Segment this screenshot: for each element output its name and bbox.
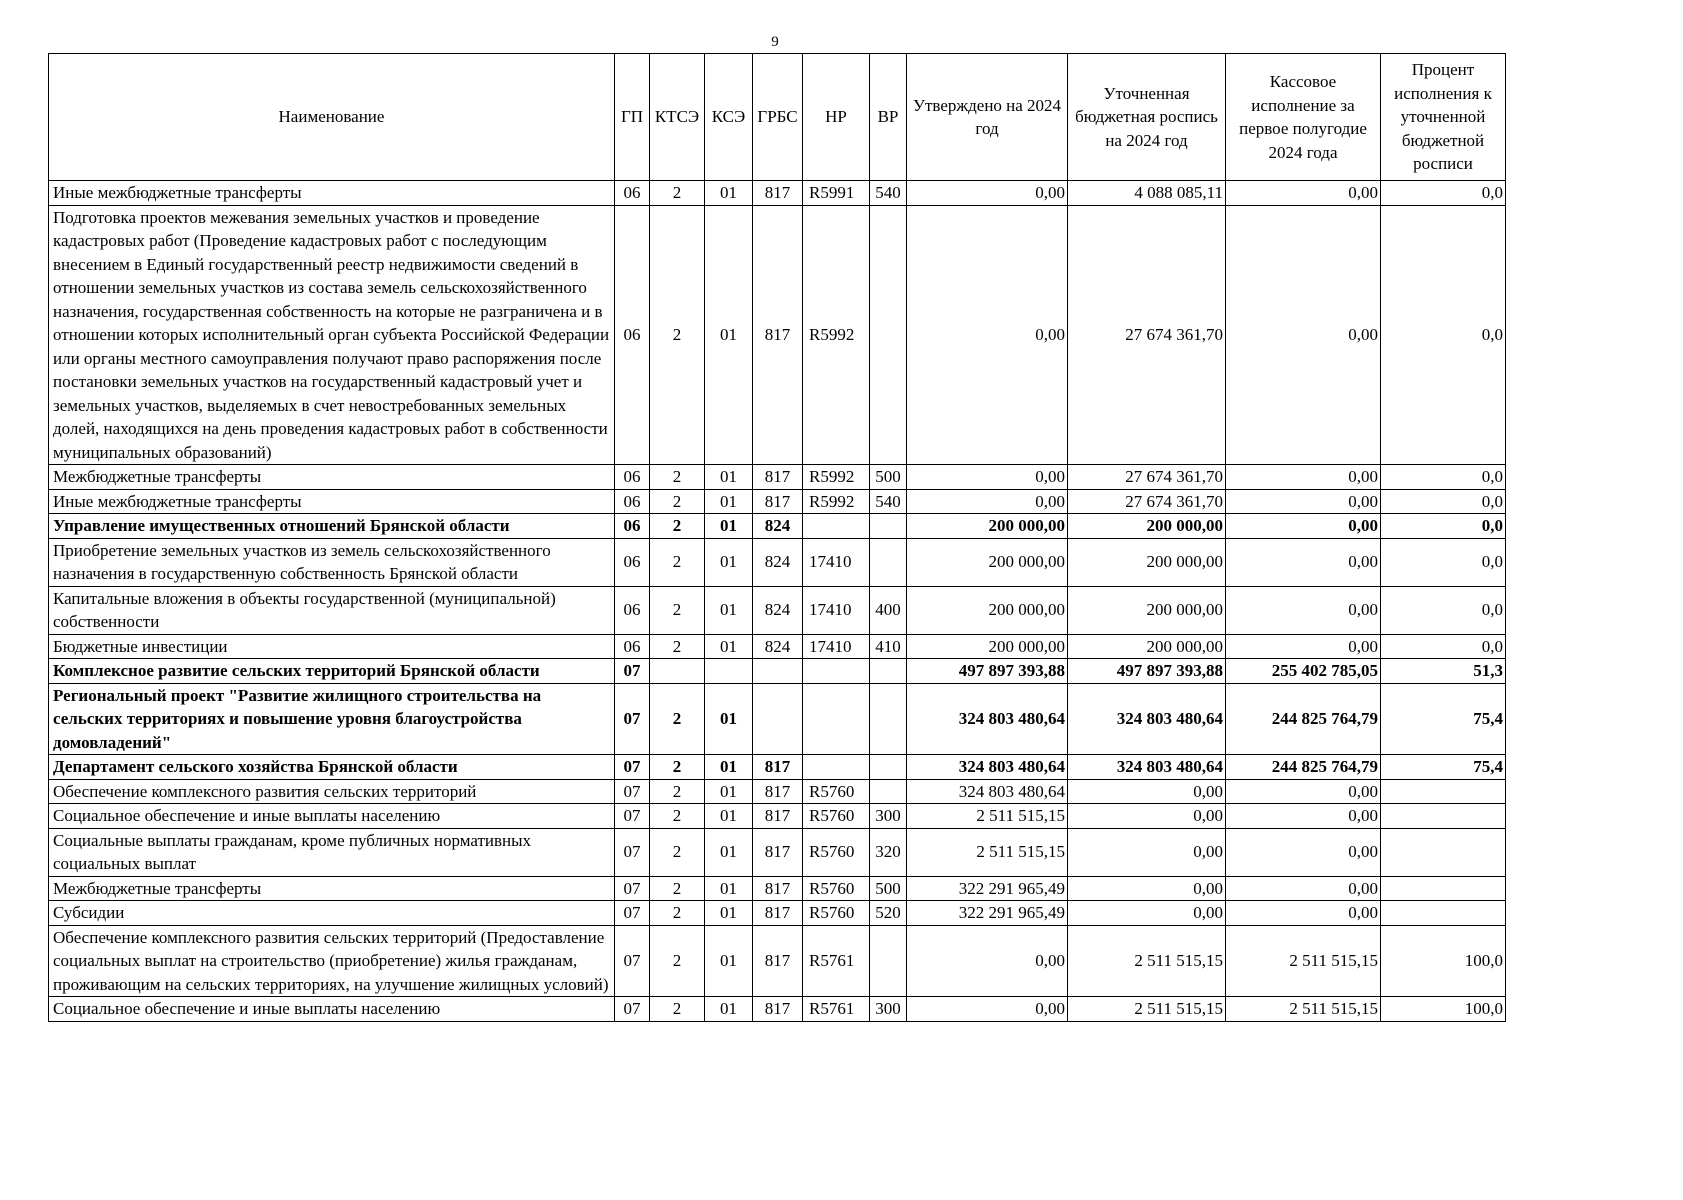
cell-nr: R5992 (803, 465, 870, 490)
table-row (49, 514, 1506, 539)
table-row (49, 779, 1506, 804)
cell-approved: 0,00 (907, 489, 1068, 514)
cell-approved: 2 511 515,15 (907, 804, 1068, 829)
cell-percent: 75,4 (1381, 683, 1506, 755)
cell-grbs: 817 (753, 925, 803, 997)
cell-gp: 06 (615, 634, 650, 659)
cell-ktse: 2 (650, 205, 705, 465)
cell-vr: 500 (870, 465, 907, 490)
cell-percent: 51,3 (1381, 659, 1506, 684)
cell-name: Подготовка проектов межевания земельных участков и проведение кадастровых работ (Проведение кадастровых работ с последующим внесением в Единый государственный реестр недвижимости сведений в отношении земельных участков из состава земель сельскохозяйственного назначения, государственная собственность на которые не разграничена и в отношении которых исполнительный орган субъекта Российской Федерации или органы местного самоуправления получают право распоряжения после постановки земельных участков на государственный кадастровый учет и земельных участков, выделяемых в счет невостребованных земельных долей, находящихся на день проведения кадастровых работ в собственности муниципальных образований) (49, 205, 615, 465)
table-row (49, 804, 1506, 829)
cell-name: Приобретение земельных участков из земель сельскохозяйственного назначения в государственную собственность Брянской области (49, 538, 615, 586)
cell-cash: 0,00 (1226, 205, 1381, 465)
cell-approved: 200 000,00 (907, 634, 1068, 659)
table-row (49, 997, 1506, 1022)
cell-ktse: 2 (650, 586, 705, 634)
cell-nr: 17410 (803, 538, 870, 586)
cell-refined: 200 000,00 (1068, 514, 1226, 539)
cell-cash: 0,00 (1226, 181, 1381, 206)
cell-name: Региональный проект "Развитие жилищного строительства на сельских территориях и повышение уровня благоустройства домовладений" (49, 683, 615, 755)
cell-grbs (753, 683, 803, 755)
cell-gp: 07 (615, 659, 650, 684)
cell-grbs: 824 (753, 514, 803, 539)
cell-gp: 06 (615, 538, 650, 586)
cell-gp: 07 (615, 997, 650, 1022)
cell-vr (870, 205, 907, 465)
cell-vr: 410 (870, 634, 907, 659)
cell-gp: 07 (615, 804, 650, 829)
cell-percent: 0,0 (1381, 538, 1506, 586)
page-number: 9 (771, 34, 779, 50)
cell-kse: 01 (705, 755, 753, 780)
cell-name: Бюджетные инвестиции (49, 634, 615, 659)
cell-percent: 75,4 (1381, 755, 1506, 780)
cell-ktse: 2 (650, 683, 705, 755)
cell-gp: 06 (615, 489, 650, 514)
cell-approved: 200 000,00 (907, 538, 1068, 586)
cell-kse: 01 (705, 181, 753, 206)
cell-percent (1381, 901, 1506, 926)
cell-nr (803, 755, 870, 780)
cell-kse: 01 (705, 901, 753, 926)
cell-ktse: 2 (650, 181, 705, 206)
cell-nr: R5760 (803, 804, 870, 829)
cell-nr: R5760 (803, 828, 870, 876)
cell-approved: 322 291 965,49 (907, 876, 1068, 901)
cell-ktse: 2 (650, 465, 705, 490)
cell-refined: 200 000,00 (1068, 538, 1226, 586)
cell-vr: 520 (870, 901, 907, 926)
cell-ktse: 2 (650, 489, 705, 514)
cell-name: Социальное обеспечение и иные выплаты населению (49, 804, 615, 829)
header-vr: ВР (870, 54, 907, 181)
table-row (49, 901, 1506, 926)
cell-ktse: 2 (650, 925, 705, 997)
header-percent: Процент исполнения к уточненной бюджетной росписи (1381, 54, 1506, 181)
cell-refined: 200 000,00 (1068, 586, 1226, 634)
cell-cash: 0,00 (1226, 465, 1381, 490)
cell-kse: 01 (705, 997, 753, 1022)
cell-refined: 27 674 361,70 (1068, 205, 1226, 465)
cell-refined: 2 511 515,15 (1068, 925, 1226, 997)
cell-cash: 2 511 515,15 (1226, 925, 1381, 997)
cell-refined: 4 088 085,11 (1068, 181, 1226, 206)
cell-gp: 07 (615, 876, 650, 901)
table-row (49, 634, 1506, 659)
cell-name: Иные межбюджетные трансферты (49, 181, 615, 206)
cell-vr (870, 925, 907, 997)
cell-ktse: 2 (650, 828, 705, 876)
cell-percent: 0,0 (1381, 634, 1506, 659)
cell-refined: 324 803 480,64 (1068, 683, 1226, 755)
cell-nr: 17410 (803, 634, 870, 659)
cell-kse: 01 (705, 514, 753, 539)
header-kse: КСЭ (705, 54, 753, 181)
cell-gp: 06 (615, 205, 650, 465)
cell-approved: 0,00 (907, 181, 1068, 206)
table-row (49, 683, 1506, 755)
cell-vr: 500 (870, 876, 907, 901)
cell-approved: 200 000,00 (907, 586, 1068, 634)
table-row (49, 828, 1506, 876)
cell-refined: 0,00 (1068, 901, 1226, 926)
header-name: Наименование (49, 54, 615, 181)
cell-approved: 0,00 (907, 925, 1068, 997)
cell-vr: 540 (870, 489, 907, 514)
cell-gp: 07 (615, 779, 650, 804)
cell-grbs: 817 (753, 901, 803, 926)
cell-name: Социальное обеспечение и иные выплаты населению (49, 997, 615, 1022)
cell-name: Межбюджетные трансферты (49, 465, 615, 490)
cell-kse: 01 (705, 489, 753, 514)
table-row (49, 755, 1506, 780)
cell-grbs: 817 (753, 804, 803, 829)
cell-ktse: 2 (650, 901, 705, 926)
cell-kse: 01 (705, 634, 753, 659)
cell-nr: 17410 (803, 586, 870, 634)
cell-grbs: 824 (753, 634, 803, 659)
cell-cash: 0,00 (1226, 634, 1381, 659)
cell-name: Управление имущественных отношений Брянской области (49, 514, 615, 539)
cell-approved: 0,00 (907, 465, 1068, 490)
cell-grbs: 824 (753, 586, 803, 634)
cell-approved: 324 803 480,64 (907, 779, 1068, 804)
cell-name: Обеспечение комплексного развития сельских территорий (49, 779, 615, 804)
cell-refined: 27 674 361,70 (1068, 489, 1226, 514)
cell-grbs: 817 (753, 876, 803, 901)
cell-ktse: 2 (650, 514, 705, 539)
header-approved: Утверждено на 2024 год (907, 54, 1068, 181)
cell-nr: R5760 (803, 876, 870, 901)
cell-name: Иные межбюджетные трансферты (49, 489, 615, 514)
table-row (49, 538, 1506, 586)
cell-kse: 01 (705, 586, 753, 634)
cell-name: Департамент сельского хозяйства Брянской области (49, 755, 615, 780)
cell-ktse: 2 (650, 779, 705, 804)
cell-kse: 01 (705, 876, 753, 901)
cell-approved: 322 291 965,49 (907, 901, 1068, 926)
cell-refined: 497 897 393,88 (1068, 659, 1226, 684)
cell-refined: 0,00 (1068, 876, 1226, 901)
cell-nr: R5992 (803, 489, 870, 514)
cell-nr (803, 683, 870, 755)
cell-cash: 244 825 764,79 (1226, 755, 1381, 780)
table-header-row (49, 54, 1506, 181)
cell-kse: 01 (705, 205, 753, 465)
cell-approved: 324 803 480,64 (907, 683, 1068, 755)
cell-gp: 07 (615, 683, 650, 755)
cell-kse: 01 (705, 804, 753, 829)
cell-vr: 300 (870, 997, 907, 1022)
cell-ktse: 2 (650, 634, 705, 659)
cell-vr: 300 (870, 804, 907, 829)
cell-percent (1381, 779, 1506, 804)
header-gp: ГП (615, 54, 650, 181)
cell-approved: 324 803 480,64 (907, 755, 1068, 780)
cell-approved: 497 897 393,88 (907, 659, 1068, 684)
cell-nr: R5761 (803, 925, 870, 997)
budget-execution-table (48, 53, 1506, 1022)
cell-grbs: 817 (753, 181, 803, 206)
header-cash: Кассовое исполнение за первое полугодие 2024 года (1226, 54, 1381, 181)
cell-kse (705, 659, 753, 684)
cell-name: Комплексное развитие сельских территорий Брянской области (49, 659, 615, 684)
cell-cash: 0,00 (1226, 538, 1381, 586)
cell-refined: 2 511 515,15 (1068, 997, 1226, 1022)
cell-approved: 0,00 (907, 997, 1068, 1022)
table-row (49, 925, 1506, 997)
cell-cash: 0,00 (1226, 779, 1381, 804)
table-row (49, 876, 1506, 901)
cell-name: Обеспечение комплексного развития сельских территорий (Предоставление социальных выплат на строительство (приобретение) жилья гражданам, проживающим на сельских территориях, на улучшение жилищных условий) (49, 925, 615, 997)
cell-refined: 0,00 (1068, 804, 1226, 829)
cell-grbs (753, 659, 803, 684)
cell-vr (870, 514, 907, 539)
table-row (49, 489, 1506, 514)
cell-percent: 100,0 (1381, 997, 1506, 1022)
cell-vr: 400 (870, 586, 907, 634)
cell-gp: 06 (615, 181, 650, 206)
cell-percent (1381, 828, 1506, 876)
cell-cash: 0,00 (1226, 804, 1381, 829)
cell-vr (870, 779, 907, 804)
cell-cash: 0,00 (1226, 828, 1381, 876)
cell-nr: R5760 (803, 779, 870, 804)
cell-gp: 07 (615, 755, 650, 780)
cell-kse: 01 (705, 925, 753, 997)
cell-percent: 0,0 (1381, 181, 1506, 206)
cell-gp: 07 (615, 828, 650, 876)
table-row (49, 659, 1506, 684)
cell-grbs: 817 (753, 779, 803, 804)
cell-cash: 255 402 785,05 (1226, 659, 1381, 684)
cell-ktse: 2 (650, 755, 705, 780)
cell-refined: 324 803 480,64 (1068, 755, 1226, 780)
cell-percent (1381, 876, 1506, 901)
cell-nr: R5761 (803, 997, 870, 1022)
table-row (49, 465, 1506, 490)
cell-grbs: 817 (753, 489, 803, 514)
header-ktse: КТСЭ (650, 54, 705, 181)
cell-kse: 01 (705, 465, 753, 490)
cell-refined: 27 674 361,70 (1068, 465, 1226, 490)
cell-percent: 100,0 (1381, 925, 1506, 997)
cell-kse: 01 (705, 828, 753, 876)
table-body (49, 181, 1506, 1022)
cell-grbs: 817 (753, 465, 803, 490)
cell-grbs: 824 (753, 538, 803, 586)
table-row (49, 181, 1506, 206)
cell-vr (870, 683, 907, 755)
cell-percent (1381, 804, 1506, 829)
cell-percent: 0,0 (1381, 489, 1506, 514)
cell-cash: 0,00 (1226, 586, 1381, 634)
cell-approved: 0,00 (907, 205, 1068, 465)
cell-nr: R5991 (803, 181, 870, 206)
cell-cash: 0,00 (1226, 514, 1381, 539)
cell-gp: 07 (615, 901, 650, 926)
cell-ktse: 2 (650, 876, 705, 901)
table-row (49, 586, 1506, 634)
header-grbs: ГРБС (753, 54, 803, 181)
cell-vr (870, 659, 907, 684)
cell-kse: 01 (705, 779, 753, 804)
cell-vr (870, 755, 907, 780)
cell-ktse: 2 (650, 997, 705, 1022)
cell-percent: 0,0 (1381, 514, 1506, 539)
cell-ktse (650, 659, 705, 684)
cell-ktse: 2 (650, 538, 705, 586)
cell-grbs: 817 (753, 997, 803, 1022)
cell-kse: 01 (705, 538, 753, 586)
cell-percent: 0,0 (1381, 465, 1506, 490)
cell-vr (870, 538, 907, 586)
cell-gp: 06 (615, 465, 650, 490)
cell-gp: 07 (615, 925, 650, 997)
cell-nr: R5992 (803, 205, 870, 465)
cell-vr: 540 (870, 181, 907, 206)
cell-name: Межбюджетные трансферты (49, 876, 615, 901)
cell-gp: 06 (615, 514, 650, 539)
cell-grbs: 817 (753, 205, 803, 465)
cell-kse: 01 (705, 683, 753, 755)
cell-nr (803, 659, 870, 684)
cell-cash: 0,00 (1226, 489, 1381, 514)
cell-cash: 0,00 (1226, 876, 1381, 901)
cell-approved: 2 511 515,15 (907, 828, 1068, 876)
cell-refined: 200 000,00 (1068, 634, 1226, 659)
cell-grbs: 817 (753, 755, 803, 780)
cell-nr (803, 514, 870, 539)
cell-cash: 244 825 764,79 (1226, 683, 1381, 755)
header-refined: Уточненная бюджетная роспись на 2024 год (1068, 54, 1226, 181)
cell-name: Капитальные вложения в объекты государственной (муниципальной) собственности (49, 586, 615, 634)
table-row (49, 205, 1506, 465)
cell-gp: 06 (615, 586, 650, 634)
header-nr: НР (803, 54, 870, 181)
cell-cash: 0,00 (1226, 901, 1381, 926)
cell-nr: R5760 (803, 901, 870, 926)
cell-grbs: 817 (753, 828, 803, 876)
cell-ktse: 2 (650, 804, 705, 829)
cell-percent: 0,0 (1381, 205, 1506, 465)
cell-approved: 200 000,00 (907, 514, 1068, 539)
cell-vr: 320 (870, 828, 907, 876)
cell-refined: 0,00 (1068, 779, 1226, 804)
cell-name: Субсидии (49, 901, 615, 926)
cell-name: Социальные выплаты гражданам, кроме публичных нормативных социальных выплат (49, 828, 615, 876)
cell-cash: 2 511 515,15 (1226, 997, 1381, 1022)
cell-percent: 0,0 (1381, 586, 1506, 634)
cell-refined: 0,00 (1068, 828, 1226, 876)
